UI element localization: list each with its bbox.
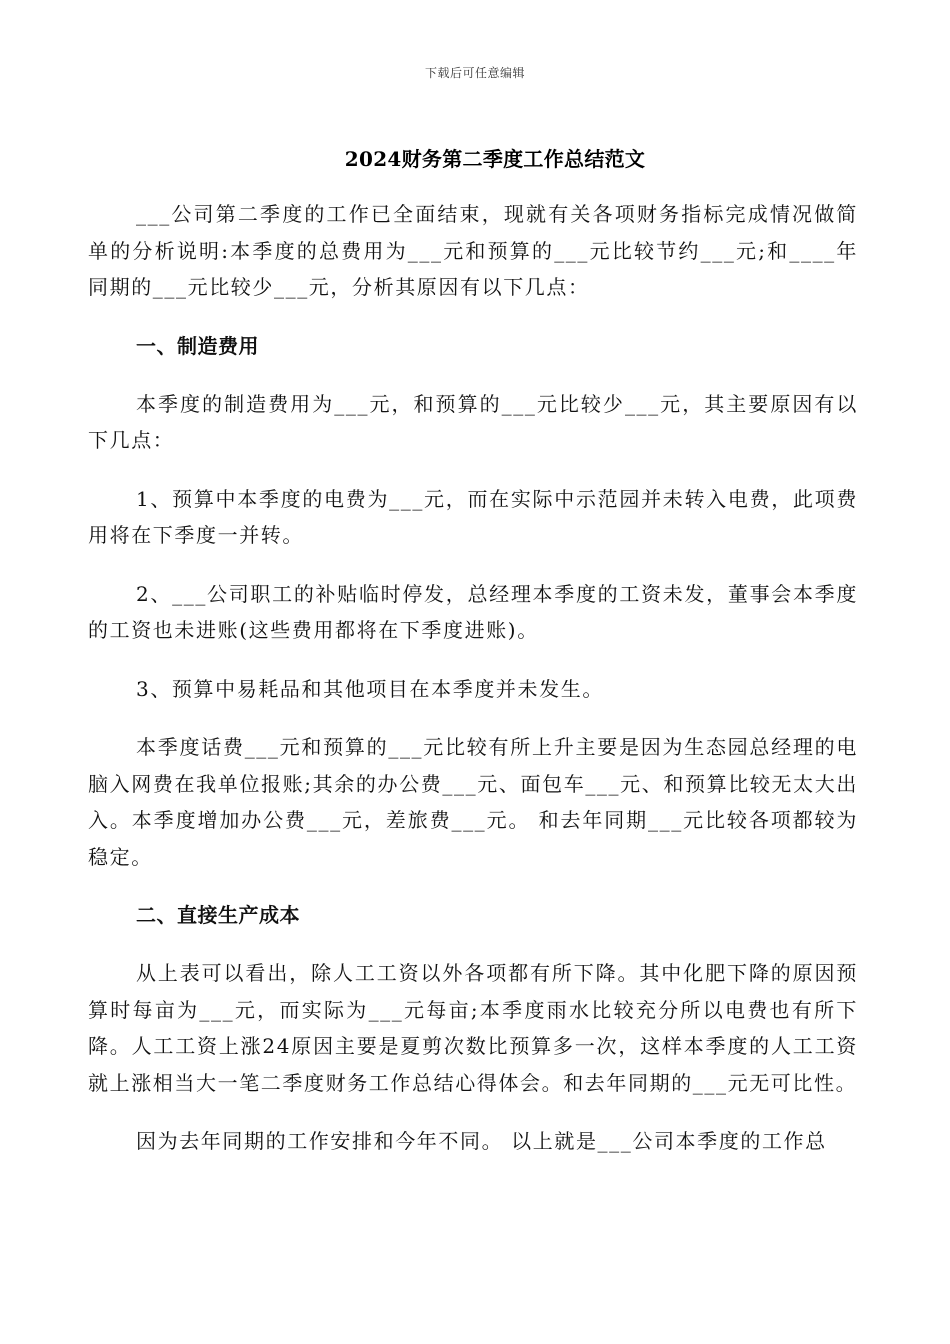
list-item-1: 1、预算中本季度的电费为___元，而在实际中示范园并未转入电费，此项费用将在下季度一并转。 (88, 486, 858, 547)
document-title: 2024财务第二季度工作总结范文 (344, 147, 646, 171)
phone-expenses-paragraph: 本季度话费___元和预算的___元比较有所上升主要是因为生态园总经理的电脑入网费在我单位报账;其余的办公费___元、面包车___元、和预算比较无太大出入。本季度增加办公费___元，差旅费___元。 和去年同期___元比较各项都较为稳定。 (88, 735, 858, 869)
section-heading-direct-production-costs: 二、直接生产成本 (136, 903, 300, 927)
direct-costs-paragraph: 从上表可以看出，除人工工资以外各项都有所下降。其中化肥下降的原因预算时每亩为___元，而实际为___元每亩;本季度雨水比较充分所以电费也有所下降。人工工资上涨24原因主要是夏剪次数比预算多一次，这样本季度的人工工资就上涨相当大一笔二季度财务工作总结心得体会。和去年同期的___元无可比性。 (88, 961, 858, 1095)
manufacturing-costs-paragraph: 本季度的制造费用为___元，和预算的___元比较少___元，其主要原因有以下几点： (88, 391, 858, 452)
list-item-3: 3、预算中易耗品和其他项目在本季度并未发生。 (136, 676, 604, 701)
intro-paragraph: ___公司第二季度的工作已全面结束，现就有关各项财务指标完成情况做简单的分析说明:本季度的总费用为___元和预算的___元比较节约___元;和____年同期的___元比较少___元，分析其原因有以下几点： (88, 202, 858, 299)
header-note: 下载后可任意编辑 (424, 66, 525, 80)
list-item-2: 2、___公司职工的补贴临时停发，总经理本季度的工资未发，董事会本季度的工资也未进账(这些费用都将在下季度进账)。 (88, 581, 858, 642)
section-heading-manufacturing-costs: 一、制造费用 (136, 333, 259, 358)
closing-paragraph: 因为去年同期的工作安排和今年不同。 以上就是___公司本季度的工作总 (136, 1129, 827, 1153)
document-body (88, 196, 858, 1160)
